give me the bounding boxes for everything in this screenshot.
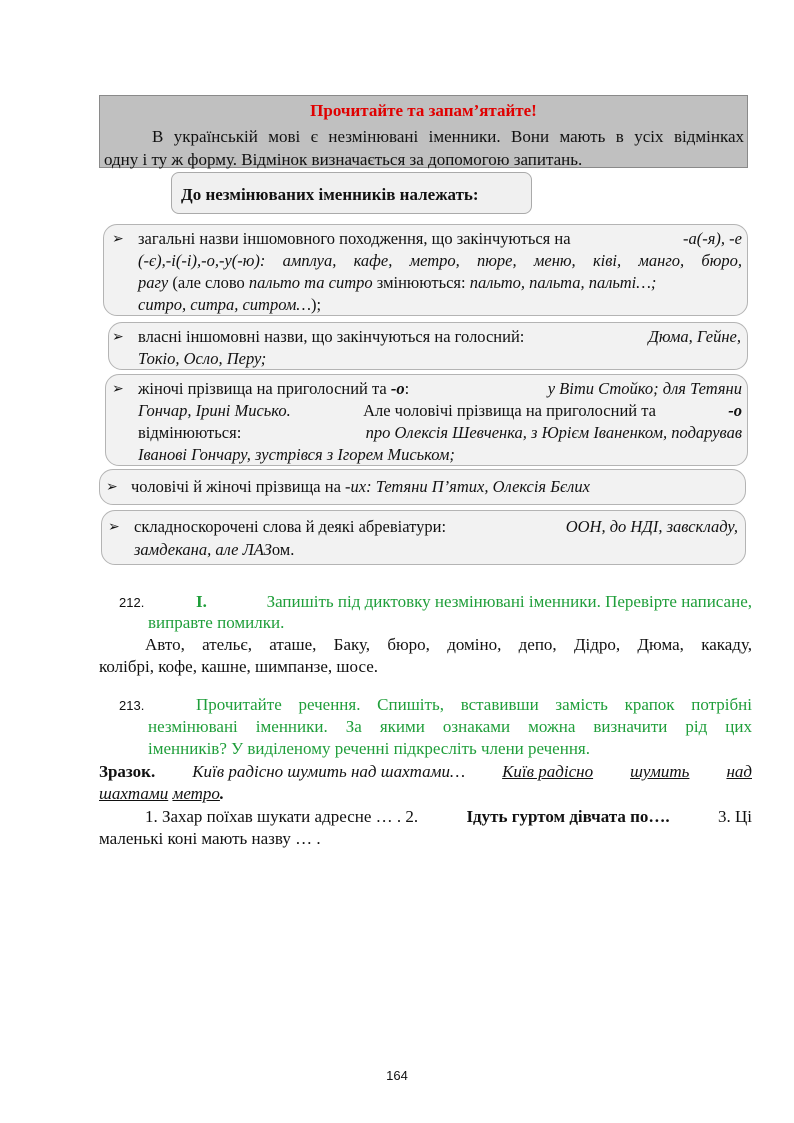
- item1-sytro-forms: ситро, ситра, ситром…: [138, 295, 312, 314]
- item3-colon: :: [404, 379, 410, 398]
- item5-line1: [134, 516, 738, 538]
- list-heading: До незмінюваних іменників належать:: [171, 172, 532, 214]
- exercise-212-number: 212.: [119, 595, 145, 610]
- item3-line1: [138, 378, 742, 400]
- item3-examples-c: про Олексія Шевченка, з Юрієм Іваненком, подарував: [365, 423, 742, 442]
- sample-subject: Київ радісно: [502, 762, 594, 781]
- exercise-212-task-line1: [196, 590, 752, 613]
- rule-box: [99, 95, 748, 168]
- item1-line4: [138, 294, 321, 316]
- exercise-213-number: 213.: [119, 698, 145, 713]
- sentence-1: 1. Захар поїхав шукати адресне … . 2.: [145, 807, 419, 826]
- rule-title: Прочитайте та запам’ятайте!: [310, 101, 537, 120]
- item5-text: складноскорочені слова й деякі абревіатури:: [134, 517, 447, 536]
- item1-line3: [138, 272, 742, 294]
- exercise-212-words-line2: колібрі, кофе, кашне, шимпанзе, шосе.: [99, 657, 378, 676]
- item5-examples-a: ООН, до НДІ, завскладу,: [565, 517, 738, 536]
- arrow-bullet-icon: ➢: [108, 520, 120, 535]
- item1-palto-forms: пальто, пальта, пальті…;: [469, 273, 657, 292]
- item3-ending-o: -о: [390, 379, 405, 398]
- item4-line1: [131, 476, 590, 498]
- item3-text-b: Але чоловічі прізвища на приголосний та: [363, 401, 656, 420]
- item1-but: (але слово: [172, 273, 245, 292]
- sample-predicate: шумить: [630, 762, 690, 781]
- item3-line2: [138, 400, 742, 422]
- exercise-213-sentences-line1: [145, 805, 752, 828]
- item1-line2: [138, 250, 742, 272]
- item1-text-b: -а(-я), -е: [683, 229, 742, 248]
- item3-text-a: жіночі прізвища на приголосний та: [138, 379, 387, 398]
- list-item-abbreviations: [101, 510, 746, 565]
- item3-text-c: відмінюються:: [138, 423, 242, 442]
- item2-line1: [138, 326, 741, 348]
- item1-text-a: загальні назви іншомовного походження, що закінчуються на: [138, 229, 571, 248]
- item2-text: власні іншомовні назви, що закінчуються на голосний:: [138, 327, 525, 346]
- sample-modifier: метро: [172, 784, 220, 803]
- item1-change: змінюються:: [376, 273, 466, 292]
- sample-sentence: Київ радісно шумить над шахтами…: [192, 762, 466, 781]
- list-item-female-surnames: [105, 374, 748, 466]
- exercise-213-task-line1: Прочитайте речення. Спишіть, вставивши замість крапок потрібні: [196, 695, 752, 714]
- rule-line-1: В українській мові є незмінювані іменники. Вони мають в усіх відмінках: [152, 127, 744, 146]
- list-item-foreign-proper-names: [108, 322, 748, 370]
- item1-line1: [138, 228, 742, 250]
- item4-text: чоловічі й жіночі прізвища на: [131, 477, 341, 496]
- exercise-213-task-line2: незмінювані іменники. За якими ознаками можна визначити рід цих: [148, 717, 752, 736]
- arrow-bullet-icon: ➢: [112, 382, 124, 397]
- item5-period: .: [290, 540, 295, 559]
- list-item-foreign-common-nouns: [103, 224, 748, 316]
- rule-line-2: одну і ту ж форму. Відмінок визначається за допомогою запитань.: [104, 150, 583, 169]
- rule-text: [104, 125, 744, 171]
- item2-line2: [138, 348, 266, 370]
- item5-line2: [134, 539, 294, 561]
- sample-preposition: над: [726, 762, 752, 781]
- item2-examples-b: Токіо, Осло, Перу;: [138, 349, 267, 368]
- item5-examples-b: замдекана, але ЛАЗ: [134, 540, 272, 559]
- exercise-212-words-line1: Авто, ательє, аташе, Баку, бюро, доміно, депо, Дідро, Дюма, какаду,: [145, 635, 752, 654]
- item1-examples: (-є),-і(-і),-о,-у(-ю): амплуа, кафе, метро, пюре, меню, ківі, манго, бюро,: [138, 251, 742, 270]
- item3-examples-a: у Віти Стойко; для Тетяни: [547, 379, 742, 398]
- item1-palto-sytro: пальто та ситро: [248, 273, 373, 292]
- exercise-212-task-line2: виправте помилки.: [148, 613, 285, 632]
- sample-label: Зразок.: [99, 762, 156, 781]
- sentence-2-bold: Ідуть гуртом дівчата по….: [466, 807, 670, 826]
- item3-ending-o-2: -о: [728, 401, 742, 420]
- sentence-3-start: 3. Ці: [717, 807, 752, 826]
- sample-period: .: [219, 784, 225, 803]
- item3-line4: [138, 444, 455, 466]
- item3-examples-b: Гончар, Ірині Мисько.: [138, 401, 291, 420]
- exercise-212-part-label: І.: [196, 592, 207, 611]
- sample-object: шахтами: [99, 784, 169, 803]
- item4-examples: -их: Тетяни П’ятих, Олексія Бєлих: [345, 477, 590, 496]
- item5-ending: ом: [271, 540, 291, 559]
- item1-ragu: рагу: [138, 273, 169, 292]
- arrow-bullet-icon: ➢: [106, 480, 118, 495]
- exercise-213-sentences-line2: маленькі коні мають назву … .: [99, 829, 321, 848]
- item2-examples-a: Дюма, Гейне,: [648, 327, 741, 346]
- sample-line2: [99, 782, 224, 805]
- sample-line1: [99, 760, 752, 783]
- exercise-212-task-a: Запишіть під диктовку незмінювані іменники. Перевірте написане,: [266, 592, 752, 611]
- item3-line3: [138, 422, 742, 444]
- list-item-male-female-surnames: [99, 469, 746, 505]
- arrow-bullet-icon: ➢: [112, 232, 124, 247]
- arrow-bullet-icon: ➢: [112, 330, 124, 345]
- page-number: 164: [386, 1068, 408, 1083]
- item3-examples-d: Іванові Гончару, зустрівся з Ігорем Миськом;: [138, 445, 455, 464]
- exercise-213-task-line3: іменників? У виділеному реченні підкресліть члени речення.: [148, 739, 590, 758]
- item1-close: );: [311, 295, 322, 314]
